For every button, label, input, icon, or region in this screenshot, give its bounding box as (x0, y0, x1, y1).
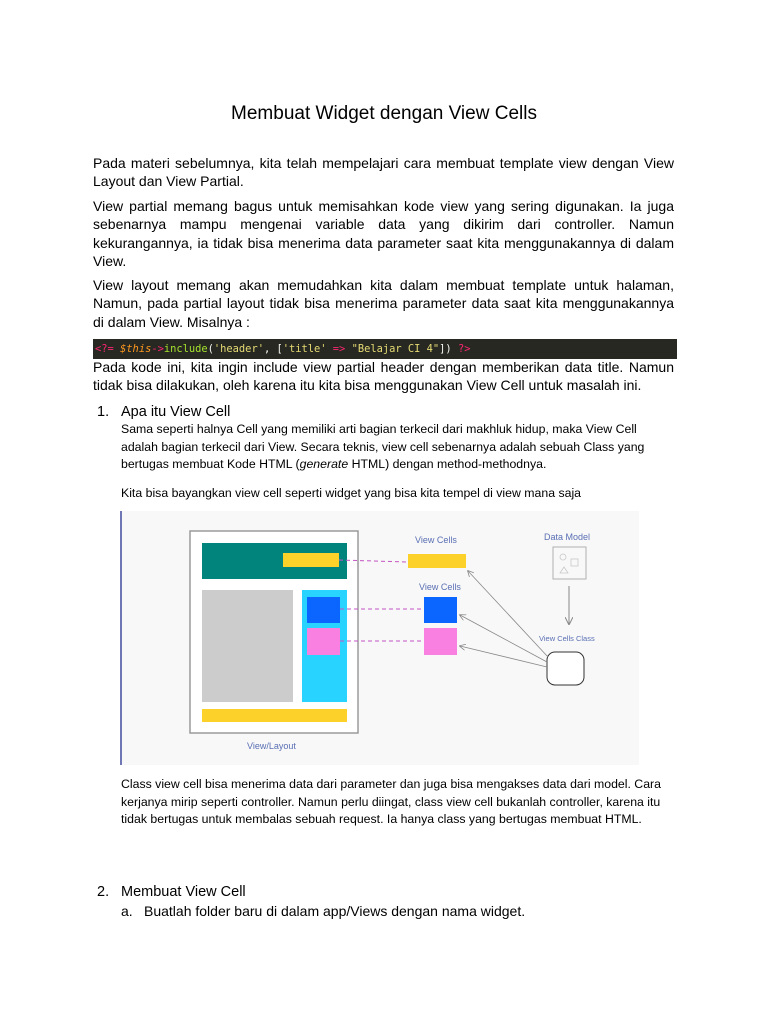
code-str-2: 'title' (282, 343, 327, 355)
data-model-square-icon (571, 559, 578, 566)
section-1-paragraph-3: Class view cell bisa menerima data dari parameter dan juga bisa mengakses data dari model. Cara kerjanya mirip seperti controller. Namun perlu diingat, class view cell bukanlah controller, karena itu tidak bertugas untuk membalas sebuah request. Ia hanya class yang bertugas membuat HTML. (121, 777, 661, 826)
code-paren: ( (207, 343, 214, 355)
arrow-class-to-yellow (468, 571, 548, 657)
section-1-paragraph-1 (121, 421, 666, 474)
arrow-class-to-pink (460, 646, 547, 667)
intro-paragraph-1: Pada materi sebelumnya, kita telah mempelajari cara membuat template view dengan View Layout dan View Partial. (93, 155, 674, 190)
document-title: Membuat Widget dengan View Cells (231, 103, 537, 124)
code-fn: include (163, 343, 208, 355)
sidebar-cell-pink (307, 628, 340, 655)
arrow-class-to-blue (460, 615, 547, 662)
code-close-tag: ?> (457, 343, 471, 355)
section-2-number: 2. (97, 884, 110, 900)
section-2-sub-a-label: a. (121, 903, 133, 919)
code-str-1: 'header' (213, 343, 264, 355)
intro-paragraph-3: View layout memang akan memudahkan kita dalam membuat template untuk halaman, Namun, pada partial layout tidak bisa menerima parameter data saat kita menggunakannya di dalam View. Misalnya : (93, 277, 674, 330)
footer-block (202, 709, 347, 722)
header-cell-block (283, 553, 339, 567)
label-view-layout: View/Layout (247, 741, 296, 751)
data-model-shape-icon (560, 554, 566, 560)
code-open-tag: <?= (95, 343, 114, 355)
section-1-paragraph-1-em: generate (299, 457, 349, 471)
section-1-paragraph-1-a: Sama seperti halnya Cell yang memiliki arti bagian terkecil dari makhluk hidup, maka View Cell adalah bagian terkecil dari View. Secara teknis, view cell sebenarnya adalah sebuah Class yang bertugas membuat Kode HTML ( (121, 422, 645, 471)
code-fat-arrow: => (326, 343, 352, 355)
view-cell-pink (424, 628, 457, 655)
view-cell-blue (424, 597, 457, 623)
label-view-cells-class: View Cells Class (539, 634, 595, 643)
section-1-paragraph-1-b: HTML) dengan method-methodnya. (348, 457, 547, 471)
code-var: $this (120, 343, 152, 355)
diagram-left-border (120, 511, 122, 765)
content-block (202, 590, 293, 702)
data-model-box (553, 547, 586, 579)
section-2-heading: Membuat View Cell (121, 884, 246, 900)
sidebar-cell-blue (307, 597, 340, 623)
code-block (93, 339, 677, 359)
section-1-paragraph-2: Kita bisa bayangkan view cell seperti widget yang bisa kita tempel di view mana saja (121, 486, 582, 500)
data-model-triangle-icon (560, 567, 568, 573)
after-code-paragraph: Pada kode ini, kita ingin include view partial header dengan memberikan data title. Namun tidak bisa dilakukan, oleh karena itu kita bisa menggunakan View Cell untuk masalah ini. (93, 359, 674, 394)
code-close: ]) (439, 343, 452, 355)
view-cells-diagram-svg (120, 511, 639, 765)
section-2-sub-a-text: Buatlah folder baru di dalam app/Views dengan nama widget. (144, 903, 526, 919)
view-cells-class-box (547, 652, 584, 685)
label-data-model: Data Model (544, 532, 591, 542)
code-str-3: "Belajar CI 4" (351, 343, 440, 355)
section-1-number: 1. (97, 404, 110, 420)
label-view-cells-top: View Cells (415, 535, 457, 545)
label-view-cells-mid: View Cells (419, 582, 461, 592)
code-arrow: -> (151, 343, 164, 355)
view-cell-yellow (408, 554, 466, 568)
code-sep: , [ (263, 343, 283, 355)
section-1-heading: Apa itu View Cell (121, 404, 231, 420)
view-cells-diagram (120, 511, 639, 765)
intro-paragraph-2: View partial memang bagus untuk memisahkan kode view yang sering digunakan. Ia juga sebenarnya mampu mengenai variable data yang dikirim dari controller. Namun kekurangannya, ia tidak bisa menerima data parameter saat kita menggunakannya di dalam View. (93, 198, 674, 270)
